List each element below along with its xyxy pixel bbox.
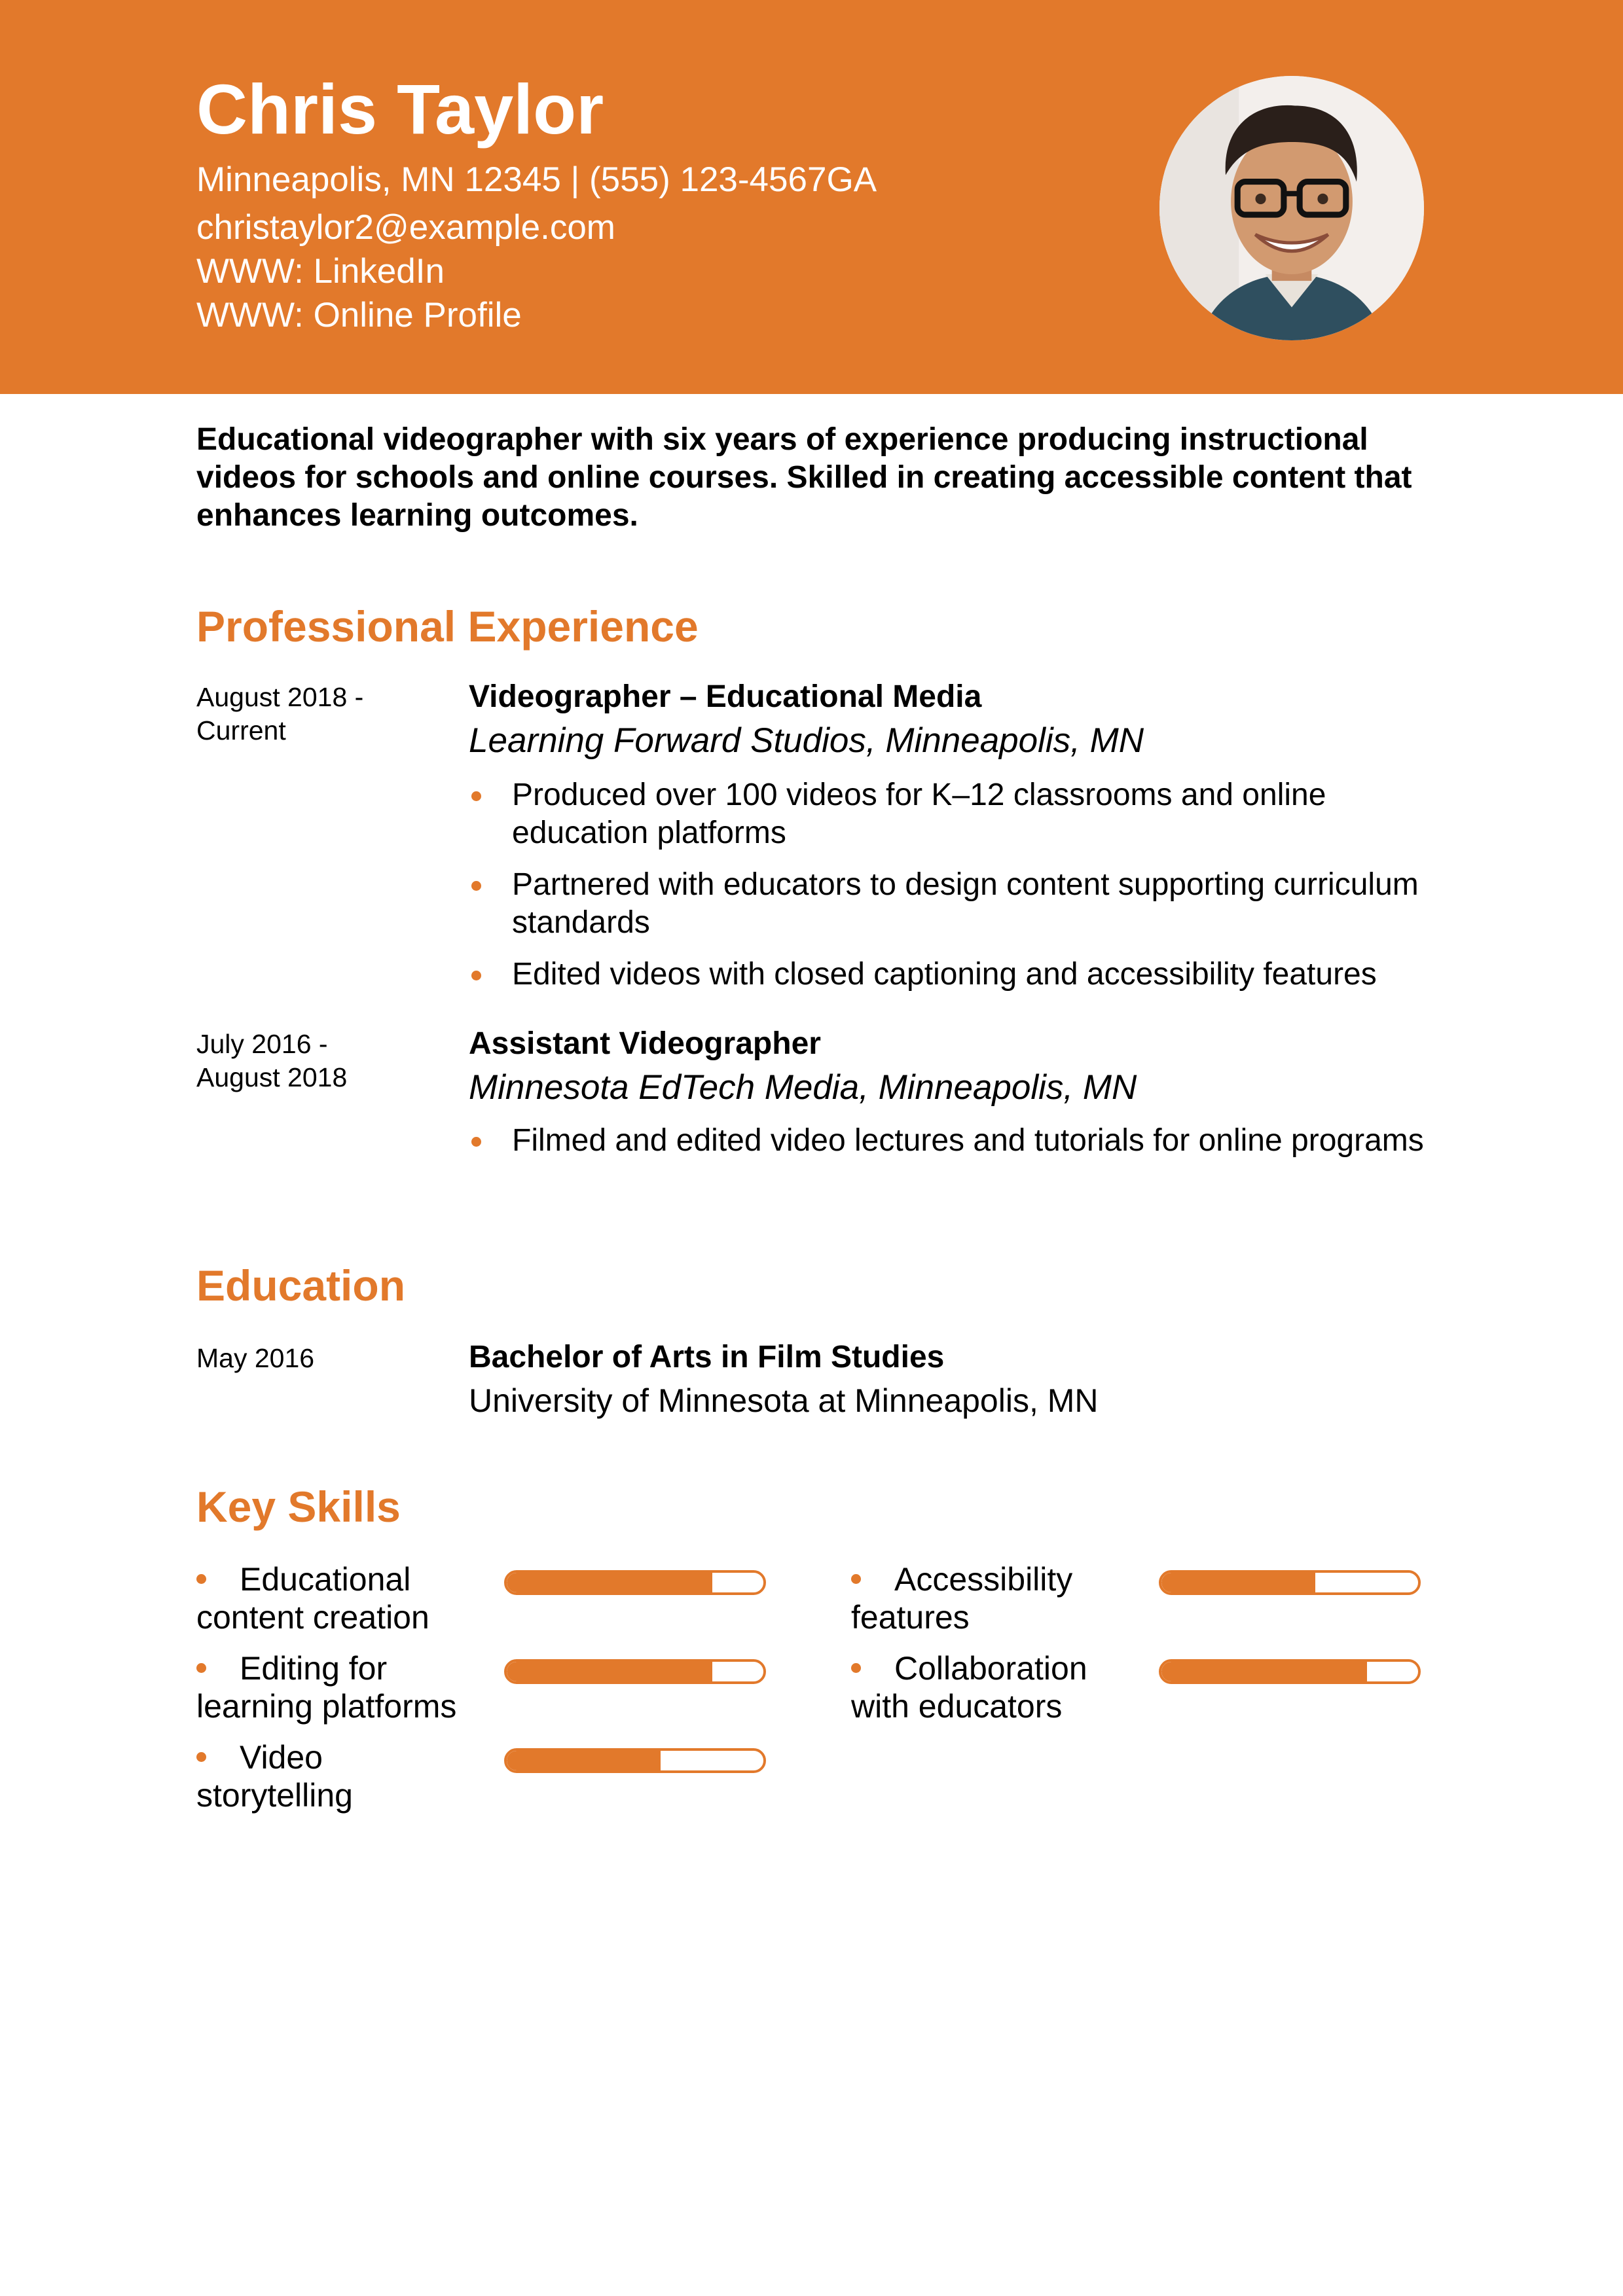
job-date xyxy=(196,681,445,747)
portrait-illustration xyxy=(1159,76,1424,340)
online-profile-link[interactable]: WWW: Online Profile xyxy=(196,296,522,334)
skill-item xyxy=(851,1649,1126,1725)
skill-label: Collaboration xyxy=(894,1650,1087,1687)
education-degree: Bachelor of Arts in Film Studies xyxy=(469,1340,945,1374)
skill-label: Educational xyxy=(240,1561,411,1598)
skill-level-fill xyxy=(507,1573,712,1592)
skill-level-fill xyxy=(507,1751,661,1770)
skill-level-bar xyxy=(504,1659,766,1684)
bullet-text: Filmed and edited video lectures and tutorials for online programs xyxy=(512,1123,1424,1158)
job-date-end: August 2018 xyxy=(196,1062,348,1092)
list-item xyxy=(469,1122,1451,1160)
education-school: University of Minnesota at Minneapolis, MN xyxy=(469,1382,1099,1419)
skill-item xyxy=(851,1560,1126,1636)
bullet-dot-icon xyxy=(851,1663,861,1673)
linkedin-link[interactable]: WWW: LinkedIn xyxy=(196,252,445,291)
bullet-dot-icon xyxy=(196,1752,206,1762)
job-title: Videographer – Educational Media xyxy=(469,679,982,714)
skill-label: Video xyxy=(240,1739,323,1776)
profile-photo xyxy=(1159,76,1424,340)
professional-summary: Educational videographer with six years of experience producing instructional videos for schools and online courses. Skilled in creating accessible content that enhances learning outcomes. xyxy=(196,422,1412,533)
bullet-dot-icon xyxy=(196,1663,206,1673)
address-phone: Minneapolis, MN 12345 | (555) 123-4567GA xyxy=(196,160,877,199)
job-date-start: August 2018 - xyxy=(196,682,364,712)
skill-level-bar xyxy=(1159,1659,1421,1684)
skill-level-bar xyxy=(504,1570,766,1595)
education-date: May 2016 xyxy=(196,1343,315,1373)
job-title: Assistant Videographer xyxy=(469,1026,821,1061)
job-date-start: July 2016 - xyxy=(196,1029,328,1059)
skill-label: Accessibility xyxy=(894,1561,1073,1598)
skill-label-cont: storytelling xyxy=(196,1777,353,1814)
bullet-text: Edited videos with closed captioning and accessibility features xyxy=(512,957,1377,992)
skill-level-fill xyxy=(507,1662,712,1681)
bullet-dot-icon xyxy=(196,1574,206,1584)
job-bullets xyxy=(469,776,1451,1007)
skill-item xyxy=(196,1560,471,1636)
list-item xyxy=(469,956,1451,994)
candidate-name: Chris Taylor xyxy=(196,69,604,149)
job-date xyxy=(196,1028,445,1094)
bullet-dot-icon xyxy=(471,1137,481,1147)
bullet-dot-icon xyxy=(471,971,481,980)
bullet-dot-icon xyxy=(471,791,481,801)
section-title-education: Education xyxy=(196,1261,406,1310)
skill-level-bar xyxy=(1159,1570,1421,1595)
bullet-dot-icon xyxy=(851,1574,861,1584)
job-bullets xyxy=(469,1122,1451,1174)
bullet-dot-icon xyxy=(471,881,481,891)
skill-label-cont: with educators xyxy=(851,1688,1063,1725)
skill-level-fill xyxy=(1161,1573,1315,1592)
job-company: Minnesota EdTech Media, Minneapolis, MN xyxy=(469,1068,1137,1107)
section-title-skills: Key Skills xyxy=(196,1482,401,1531)
bullet-text: Produced over 100 videos for K–12 classrooms and online education platforms xyxy=(512,778,1326,850)
list-item xyxy=(469,866,1451,942)
skill-label-cont: learning platforms xyxy=(196,1688,457,1725)
list-item xyxy=(469,776,1451,852)
skill-level-bar xyxy=(504,1748,766,1773)
job-date-end: Current xyxy=(196,715,286,745)
skill-level-fill xyxy=(1161,1662,1367,1681)
job-company: Learning Forward Studios, Minneapolis, MN xyxy=(469,721,1144,760)
bullet-text: Partnered with educators to design content supporting curriculum standards xyxy=(512,867,1419,940)
section-title-experience: Professional Experience xyxy=(196,602,699,651)
skill-item xyxy=(196,1649,471,1725)
skill-label: Editing for xyxy=(240,1650,388,1687)
header-banner xyxy=(0,0,1623,394)
skill-label-cont: features xyxy=(851,1599,970,1636)
skill-item xyxy=(196,1738,471,1814)
skill-label-cont: content creation xyxy=(196,1599,429,1636)
email-link[interactable]: christaylor2@example.com xyxy=(196,208,615,247)
